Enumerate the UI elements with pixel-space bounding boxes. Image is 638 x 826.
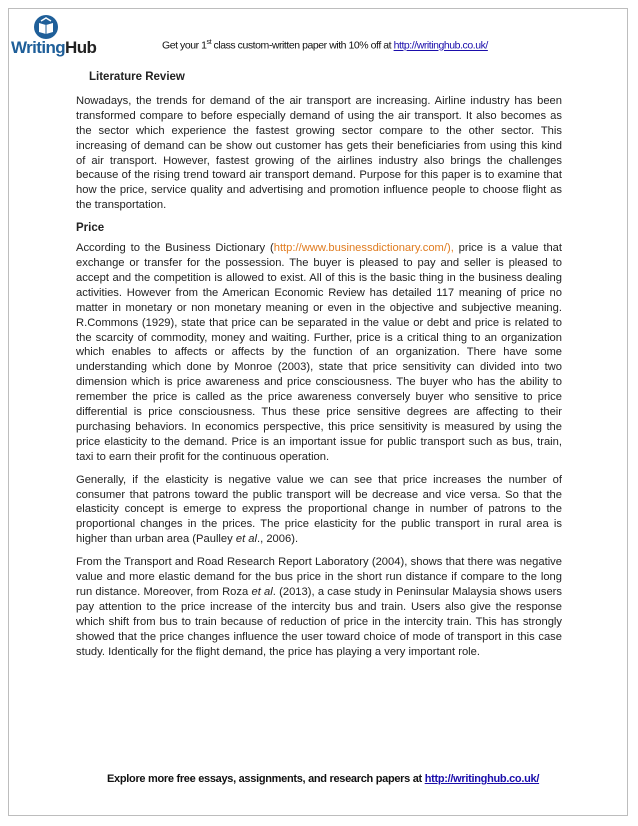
header-prefix: Get your 1 (162, 39, 207, 52)
footer-promo (107, 773, 539, 785)
header-suffix: class custom-written paper with 10% off at (211, 39, 394, 52)
header-link[interactable]: http://writinghub.co.uk/ (393, 39, 488, 52)
header-superscript: st (206, 39, 212, 46)
heading-price: Price (76, 222, 105, 235)
business-dictionary-link[interactable]: http://www.businessdictionary.com/), (273, 242, 454, 255)
footer-link[interactable]: http://writinghub.co.uk/ (424, 773, 540, 785)
footer-text: Explore more free essays, assignments, and research papers at (107, 773, 425, 785)
book-emblem-icon (33, 14, 59, 40)
writinghub-logo[interactable] (11, 14, 97, 60)
logo-wordmark (11, 38, 96, 58)
literature-review-paragraph: Nowadays, the trends for demand of the air transport are increasing. Airline industry has been transformed compare to before especially demand of using the air transport. It also becomes as the sector which experience the fastest growing sector compare to the other sector. This increasing of demand can be show out customer has gets their beneficiaries from using this kind of air transport. However, fastest growing of the airlines industry also brings the challenges because of the rising trend toward air transport demand. Purpose for this paper is to examine that how the price, service quality and advertising and promotion influence people to choose flight as the transportation. (76, 94, 562, 212)
document-body (76, 70, 562, 668)
price-paragraph-2 (76, 473, 562, 548)
price-p2-start: Generally, if the elasticity is negative value we can see that price increases the number of consumer that patrons toward the public transport will be decrease and vice versa. So that the elasticity concept is emerge to express the proportional change in number of patrons to the proportional changes in the prices. The price elasticity for the public transport in rural area is higher than urban area (Paulley (76, 473, 562, 546)
price-paragraph-3 (76, 555, 562, 659)
price-p2-etal: et al (235, 533, 257, 546)
price-p3-etal: et al (251, 586, 273, 598)
price-p1-start: According to the Business Dictionary ( (76, 242, 274, 255)
price-p1-rest: price is a value that exchange or transfer for the possession. The buyer is pleased to pay and seller is pleased to accept and the competition is allowed to exist. All of this is the basic thing in the business dealing activities. However from the American Economic Review has detailed 117 meaning of price no matter in monetary or non monetary meaning or even in the objective and subjective meaning. R.Commons (1929), state that price can be separated in the value or debt and price is related to the scarcity of commodity, money and waiting. Further, price is a critical thing to an organization which enables to affects or affects by the function of an organization. There have some understanding which done by Monroe (2003), state that price sensitivity can divided into two dimension which is price awareness and price consciousness. The buyer who has the ability to remember the price is called as the price awareness conversely buyer who sensitive to price differential is price consciousness. Thus these price sensitive degrees are affecting to their purchasing behaviors. In economics perspective, this price sensitivity is measured by using the price elasticity to the demand. Price is an important issue for public transport such as bus, train, taxi to earn their profit for the continuous operation. (76, 242, 563, 463)
header-promo (162, 39, 488, 52)
price-p2-end: ., 2006). (257, 533, 299, 546)
logo-text-writing: Writing (11, 38, 66, 57)
logo-text-hub: Hub (65, 38, 97, 57)
price-p3-start: From the Transport and Road Research Report Laboratory (2004), shows that there was negative value and more elastic demand for the bus price in the short run distance if compare to the long run distance. Moreover, from Roza (76, 556, 562, 598)
price-p3-end: . (2013), a case study in Peninsular Malaysia shows users pay attention to the price increase of the intercity bus and train. Users also give the response which shift from bus to train because of reduction of price in the intercity train. This has strongly showed that the price changes influence the user toward choice of mode of transport in this case study. Identically for the flight demand, the price has playing a very important role. (76, 586, 562, 658)
price-paragraph-1 (76, 241, 562, 465)
heading-literature-review: Literature Review (89, 71, 185, 83)
